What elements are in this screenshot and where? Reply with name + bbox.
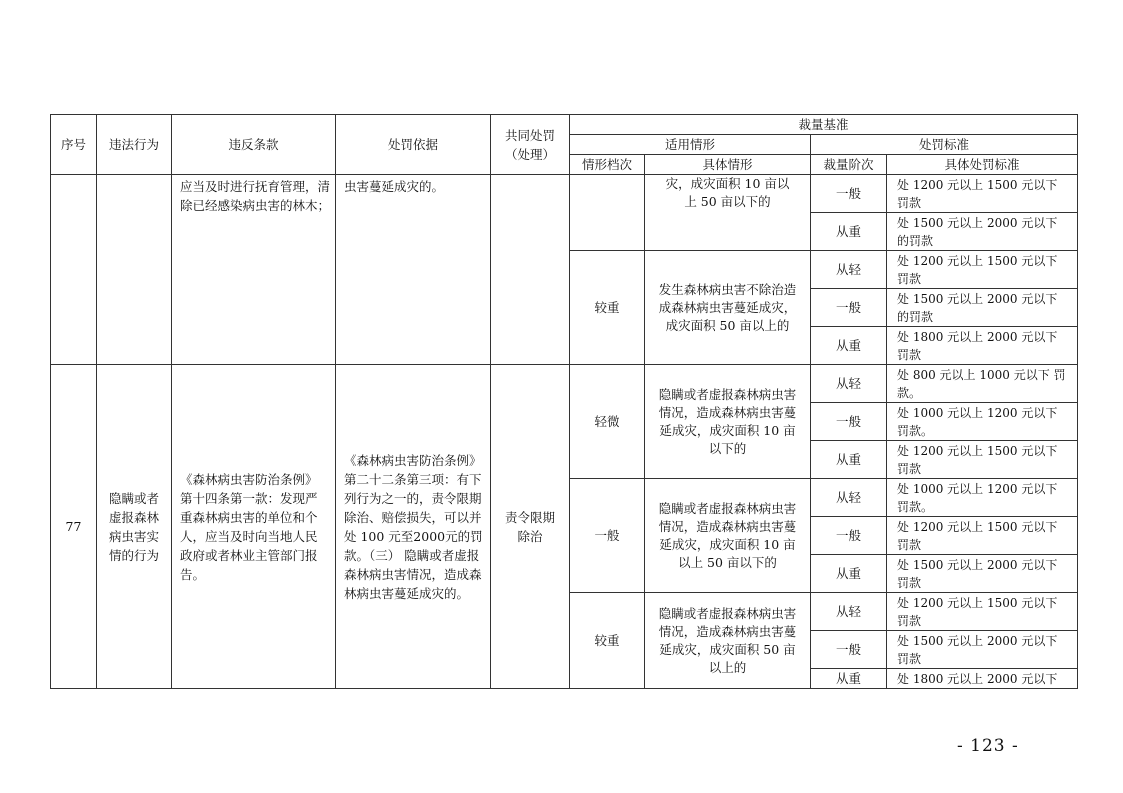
cont2-penalty-3: 处 1800 元以上 2000 元以下 罚款 <box>897 329 1058 362</box>
item77-g1-penalty-cell-2 <box>887 403 1078 441</box>
item77-g3-specific-cell <box>645 593 811 689</box>
item77-g2-penalty-1: 处 1000 元以上 1200 元以下 罚款。 <box>897 481 1058 514</box>
cont-level-2: 从重 <box>811 213 887 251</box>
cont2-penalty-cell-3 <box>887 327 1078 365</box>
cont-penalty-cell-2 <box>887 213 1078 251</box>
header-specific: 具体情形 <box>645 155 811 175</box>
cont-act-cell <box>97 175 172 365</box>
item77-basis: 《森林病虫害防治条例》第二十二条第三项：有下列行为之一的，责令限期除治、赔偿损失，可以并处 100 元至2000元的罚款。（三） 隐瞒或者虚报森林病虫害情况，造成森林病虫害蔓延成灾的。 <box>344 452 483 601</box>
item77-g3-penalty-cell-1 <box>887 593 1078 631</box>
item77-joint: 责令限期除治 <box>504 509 555 544</box>
header-clause: 违反条款 <box>172 115 336 175</box>
cont-basis-cell <box>336 175 491 365</box>
item77-act: 隐瞒或者虚报森林病虫害实情的行为 <box>108 490 159 563</box>
item77-g1-level-1: 从轻 <box>811 365 887 403</box>
item77-g3-penalty-cell-3 <box>887 669 1078 689</box>
item77-g3-level-2: 一般 <box>811 631 887 669</box>
item77-g1-penalty-1: 处 800 元以上 1000 元以下 罚 款。 <box>897 367 1066 400</box>
item77-g3-penalty-3: 处 1800 元以上 2000 元以下 <box>897 671 1058 686</box>
cont-penalty-1: 处 1200 元以上 1500 元以下 罚款 <box>897 177 1058 210</box>
item77-g1-grade: 轻微 <box>570 365 645 479</box>
item77-g3-penalty-2: 处 1500 元以上 2000 元以下 罚款 <box>897 633 1058 666</box>
item77-seq: 77 <box>51 365 97 689</box>
cont2-level-2: 一般 <box>811 289 887 327</box>
item77-g2-penalty-cell-2 <box>887 517 1078 555</box>
header-penalty: 具体处罚标准 <box>887 155 1078 175</box>
item77-g1-penalty-cell-1 <box>887 365 1078 403</box>
penalty-standards-table <box>50 114 1078 689</box>
cont-clause-cell <box>172 175 336 365</box>
header-seq: 序号 <box>51 115 97 175</box>
header-circumstance: 适用情形 <box>570 135 811 155</box>
item77-g3-specific: 隐瞒或者虚报森林病虫害情况，造成森林病虫害蔓延成灾，成灾面积 50 亩以上的 <box>658 605 797 675</box>
item77-g1-specific: 隐瞒或者虚报森林病虫害情况，造成森林病虫害蔓延成灾，成灾面积 10 亩以下的 <box>658 386 797 456</box>
item77-clause-cell <box>172 365 336 689</box>
item77-g1-penalty-2: 处 1000 元以上 1200 元以下 罚款。 <box>897 405 1058 438</box>
item77-g2-level-1: 从轻 <box>811 479 887 517</box>
item77-g1-level-3: 从重 <box>811 441 887 479</box>
item77-g1-penalty-3: 处 1200 元以上 1500 元以下 罚款 <box>897 443 1058 476</box>
header-joint: 共同处罚（处理） <box>491 115 570 175</box>
cont2-penalty-cell-1 <box>887 251 1078 289</box>
item77-g2-penalty-3: 处 1500 元以上 2000 元以下 罚款 <box>897 557 1058 590</box>
cont-clause: 应当及时进行抚育管理，清除已经感染病虫害的林木； <box>180 179 331 213</box>
cont-basis: 虫害蔓延成灾的。 <box>344 179 445 194</box>
header-standard: 处罚标准 <box>811 135 1078 155</box>
cont2-penalty-cell-2 <box>887 289 1078 327</box>
header-act: 违法行为 <box>97 115 172 175</box>
item77-g2-grade: 一般 <box>570 479 645 593</box>
item77-g2-level-2: 一般 <box>811 517 887 555</box>
item77-basis-cell <box>336 365 491 689</box>
item77-g3-level-1: 从轻 <box>811 593 887 631</box>
cont2-level-1: 从轻 <box>811 251 887 289</box>
cont-penalty-cell-1 <box>887 175 1078 213</box>
item77-g2-penalty-2: 处 1200 元以上 1500 元以下 罚款 <box>897 519 1058 552</box>
header-grade: 情形档次 <box>570 155 645 175</box>
item77-g2-penalty-cell-3 <box>887 555 1078 593</box>
cont-specific: 灾，成灾面积 10 亩以上 50 亩以下的 <box>665 176 790 209</box>
cont2-specific-cell <box>645 251 811 365</box>
cont-seq-cell <box>51 175 97 365</box>
item77-clause: 《森林病虫害防治条例》第十四条第一款：发现严重森林病虫害的单位和个人，应当及时向当地人民政府或者林业主管部门报告。 <box>180 471 318 582</box>
item77-g2-specific-cell <box>645 479 811 593</box>
cont-joint-cell <box>491 175 570 365</box>
cont2-penalty-2: 处 1500 元以上 2000 元以下 的罚款 <box>897 291 1058 324</box>
item77-g3-grade: 较重 <box>570 593 645 689</box>
item77-g3-penalty-cell-2 <box>887 631 1078 669</box>
item77-g1-penalty-cell-3 <box>887 441 1078 479</box>
item77-joint-cell <box>491 365 570 689</box>
item77-g2-penalty-cell-1 <box>887 479 1078 517</box>
item77-g1-specific-cell <box>645 365 811 479</box>
item77-g2-level-3: 从重 <box>811 555 887 593</box>
page-number: - 123 - <box>957 736 1019 756</box>
header-level: 裁量阶次 <box>811 155 887 175</box>
cont-specific-cell <box>645 175 811 251</box>
cont-level-1: 一般 <box>811 175 887 213</box>
item77-g2-specific: 隐瞒或者虚报森林病虫害情况，造成森林病虫害蔓延成灾，成灾面积 10 亩以上 50 亩以下的 <box>658 500 797 570</box>
cont2-penalty-1: 处 1200 元以上 1500 元以下 罚款 <box>897 253 1058 286</box>
cont-grade-cell <box>570 175 645 251</box>
item77-g3-level-3: 从重 <box>811 669 887 689</box>
cont2-grade: 较重 <box>570 251 645 365</box>
item77-act-cell <box>97 365 172 689</box>
cont2-level-3: 从重 <box>811 327 887 365</box>
item77-g3-penalty-1: 处 1200 元以上 1500 元以下 罚款 <box>897 595 1058 628</box>
header-discretion: 裁量基准 <box>570 115 1078 135</box>
item77-g1-level-2: 一般 <box>811 403 887 441</box>
cont-penalty-2: 处 1500 元以上 2000 元以下 的罚款 <box>897 215 1058 248</box>
header-basis: 处罚依据 <box>336 115 491 175</box>
cont2-specific: 发生森林病虫害不除治造成森林病虫害蔓延成灾，成灾面积 50 亩以上的 <box>658 281 797 333</box>
